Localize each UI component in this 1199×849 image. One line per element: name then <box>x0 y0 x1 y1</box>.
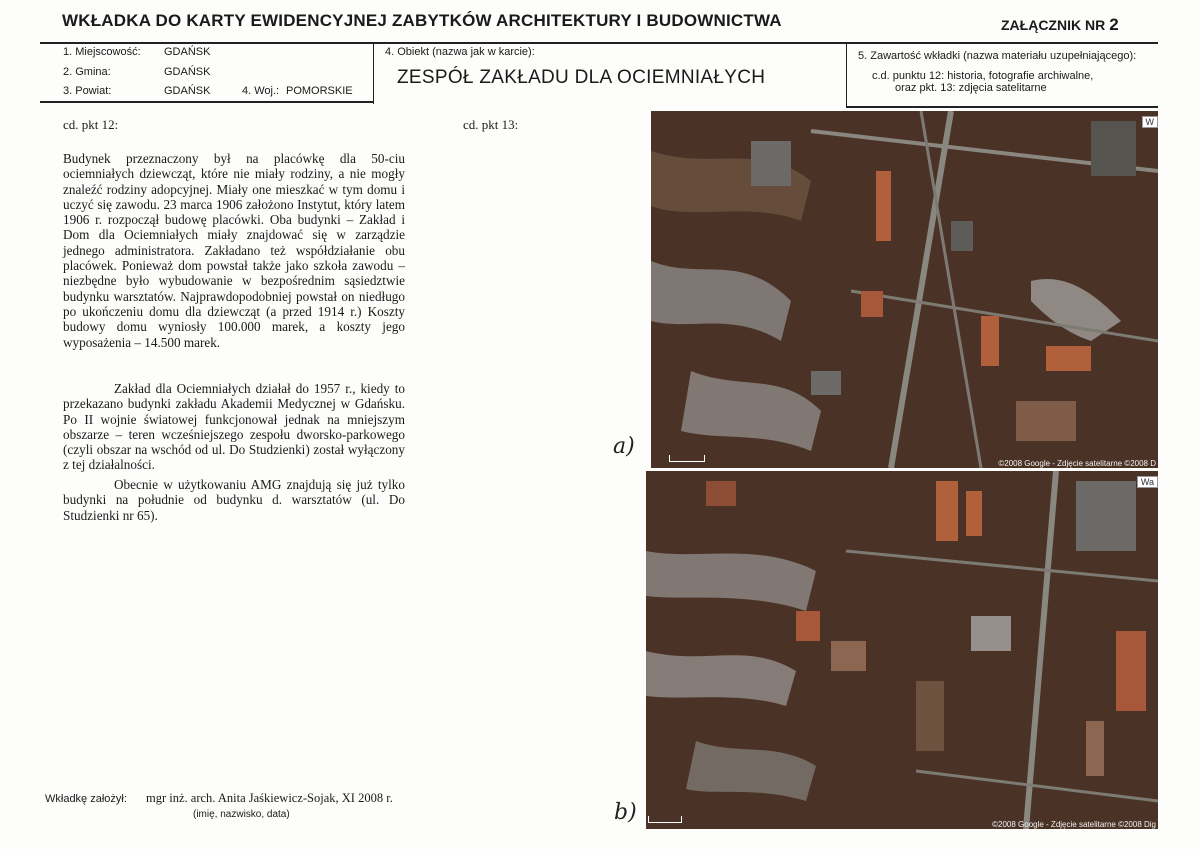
annex-label <box>1001 15 1119 35</box>
section-12-heading: cd. pkt 12: <box>63 117 119 132</box>
commune-value: GDAŃSK <box>164 66 211 78</box>
photo-b-tag: Wa <box>1137 476 1158 488</box>
photo-b-label: b) <box>614 800 637 825</box>
voivodeship-label: 4. Woj.: <box>242 85 280 97</box>
contents-line-2: oraz pkt. 13: zdjęcia satelitarne <box>895 82 1047 94</box>
annex-number: 2 <box>1109 15 1119 34</box>
footer-author: mgr inż. arch. Anita Jaśkiewicz-Sojak, XI 2008 r. <box>146 791 393 805</box>
header-bottom-rule <box>40 101 373 103</box>
object-label: 4. Obiekt (nazwa jak w karcie): <box>385 46 535 58</box>
footer-note: (imię, nazwisko, data) <box>193 809 290 820</box>
object-name: ZESPÓŁ ZAKŁADU DLA OCIEMNIAŁYCH <box>397 67 766 88</box>
photo-a-tag: W <box>1142 116 1159 128</box>
place-label: 1. Miejscowość: <box>63 46 141 58</box>
contents-line-1: c.d. punktu 12: historia, fotografie archiwalne, <box>872 70 1094 82</box>
place-value: GDAŃSK <box>164 46 211 58</box>
satellite-photo-b <box>646 471 1158 829</box>
contents-label: 5. Zawartość wkładki (nazwa materiału uzupełniającego): <box>858 50 1137 62</box>
commune-label: 2. Gmina: <box>63 66 111 78</box>
card-title: WKŁADKA DO KARTY EWIDENCYJNEJ ZABYTKÓW ARCHITEKTURY I BUDOWNICTWA <box>62 11 782 30</box>
satellite-photo-a-image <box>651 111 1158 468</box>
photo-a-copyright: ©2008 Google - Zdjęcie satelitarne ©2008 D <box>998 459 1156 468</box>
section-13-heading: cd. pkt 13: <box>463 117 519 132</box>
photo-b-scale-bar <box>648 816 682 823</box>
annex-label-text: ZAŁĄCZNIK NR <box>1001 17 1106 33</box>
history-paragraph-3: Obecnie w użytkowaniu AMG znajdują się już tylko budynki na południe od budynku d. warsztatów (ul. Do Studzienki nr 65). <box>63 477 405 523</box>
footer-label: Wkładkę założył: <box>45 793 127 805</box>
history-paragraph-1: Budynek przeznaczony był na placówkę dla 50-ciu ociemniałych dziewcząt, które nie miały rodziny, a nie mogły znaleźć rodziny adopcyjnej. Miały one mieszkać w tym domu i uczyć się zawodu. 23 marca 1906 założono Instytut, który latem 1906 r. rozpoczął budowę placówki. Oba budynki – Zakład i Dom dla Ociemniałych miały znajdować się w zarządzie jednego administratora. Zakładano też współdziałanie obu placówek. Ponieważ dom powstał także jako szkoła zawodu – niezbędne było wybudowanie w bezpośrednim sąsiedztwie budynku warsztatów. Najprawdopodobniej powstał on niedługo po ukończeniu domu dla dziewcząt (a przed 1914 r.) Koszty budowy domu wyniosły 100.000 marek, a koszty jego wyposażenia – 14.500 marek. <box>63 151 405 350</box>
county-value: GDAŃSK <box>164 85 211 97</box>
satellite-photo-b-image <box>646 471 1158 829</box>
photo-a-label: a) <box>613 434 635 459</box>
photo-b-copyright: ©2008 Google - Zdjęcie satelitarne ©2008 Dig <box>992 820 1156 829</box>
photo-a-scale-bar <box>669 455 705 462</box>
header-top-rule <box>40 42 1158 44</box>
header-divider-1 <box>373 42 374 104</box>
header-bottom-rule-right <box>846 106 1158 108</box>
voivodeship-value: POMORSKIE <box>286 85 353 97</box>
header-divider-2 <box>846 42 847 106</box>
county-label: 3. Powiat: <box>63 85 112 97</box>
history-paragraph-2: Zakład dla Ociemniałych działał do 1957 r., kiedy to przekazano budynki zakładu Akademii Medycznej w Gdańsku. Po II wojnie światowej funkcjonował jednak na mniejszym obszarze – teren wcześniejszego zespołu dworsko-parkowego (czyli obszar na wschód od ul. Do Studzienki) został wyłączony z tej działalności. <box>63 381 405 473</box>
satellite-photo-a <box>651 111 1158 468</box>
